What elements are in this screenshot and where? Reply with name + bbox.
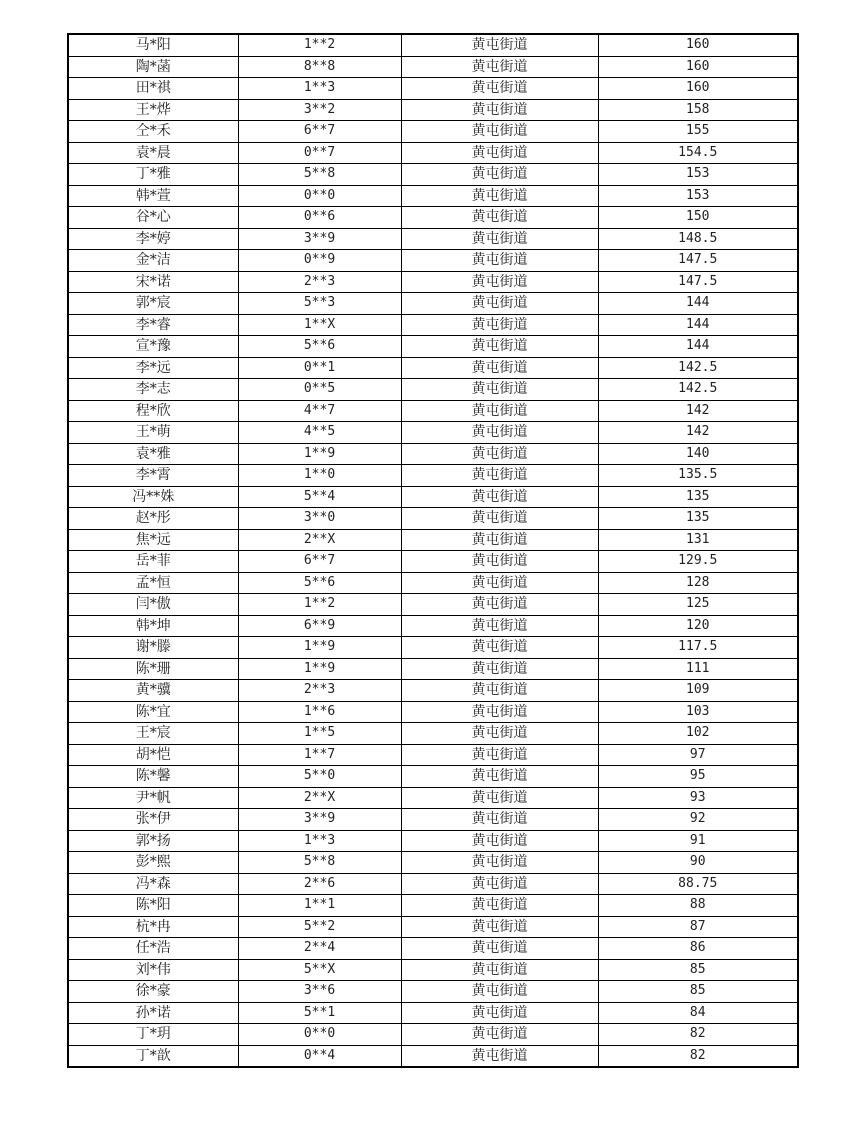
score-cell: 155 — [598, 121, 798, 143]
id-cell: 5**6 — [238, 336, 401, 358]
name-cell: 徐*豪 — [68, 981, 238, 1003]
id-cell: 5**6 — [238, 572, 401, 594]
name-cell: 李*志 — [68, 379, 238, 401]
street-cell: 黄屯街道 — [401, 1024, 598, 1046]
table-row — [68, 1002, 798, 1024]
score-cell: 88.75 — [598, 873, 798, 895]
score-cell: 109 — [598, 680, 798, 702]
table-row — [68, 99, 798, 121]
name-cell: 陈*馨 — [68, 766, 238, 788]
table-row — [68, 357, 798, 379]
street-cell: 黄屯街道 — [401, 357, 598, 379]
score-cell: 154.5 — [598, 142, 798, 164]
street-cell: 黄屯街道 — [401, 873, 598, 895]
name-cell: 陈*阳 — [68, 895, 238, 917]
name-cell: 陶*菡 — [68, 56, 238, 78]
score-cell: 135 — [598, 508, 798, 530]
table-row — [68, 271, 798, 293]
table-row — [68, 959, 798, 981]
name-cell: 谢*滕 — [68, 637, 238, 659]
name-cell: 冯*森 — [68, 873, 238, 895]
street-cell: 黄屯街道 — [401, 271, 598, 293]
name-cell: 宣*豫 — [68, 336, 238, 358]
name-cell: 宋*诺 — [68, 271, 238, 293]
table-row — [68, 551, 798, 573]
score-table — [67, 33, 799, 1068]
score-cell: 142.5 — [598, 357, 798, 379]
id-cell: 6**7 — [238, 551, 401, 573]
street-cell: 黄屯街道 — [401, 164, 598, 186]
score-cell: 135 — [598, 486, 798, 508]
table-row — [68, 766, 798, 788]
id-cell: 1**7 — [238, 744, 401, 766]
id-cell: 1**2 — [238, 34, 401, 56]
id-cell: 4**7 — [238, 400, 401, 422]
name-cell: 李*远 — [68, 357, 238, 379]
name-cell: 丁*雅 — [68, 164, 238, 186]
table-row — [68, 916, 798, 938]
street-cell: 黄屯街道 — [401, 680, 598, 702]
id-cell: 0**6 — [238, 207, 401, 229]
name-cell: 刘*伟 — [68, 959, 238, 981]
street-cell: 黄屯街道 — [401, 78, 598, 100]
id-cell: 5**8 — [238, 852, 401, 874]
name-cell: 袁*雅 — [68, 443, 238, 465]
street-cell: 黄屯街道 — [401, 422, 598, 444]
score-cell: 97 — [598, 744, 798, 766]
id-cell: 2**4 — [238, 938, 401, 960]
score-cell: 120 — [598, 615, 798, 637]
table-row — [68, 314, 798, 336]
table-row — [68, 680, 798, 702]
score-cell: 144 — [598, 336, 798, 358]
name-cell: 金*洁 — [68, 250, 238, 272]
table-row — [68, 701, 798, 723]
id-cell: 5**4 — [238, 486, 401, 508]
street-cell: 黄屯街道 — [401, 400, 598, 422]
score-cell: 142 — [598, 400, 798, 422]
score-cell: 92 — [598, 809, 798, 831]
name-cell: 冯**姝 — [68, 486, 238, 508]
street-cell: 黄屯街道 — [401, 508, 598, 530]
score-cell: 93 — [598, 787, 798, 809]
id-cell: 1**6 — [238, 701, 401, 723]
table-row — [68, 981, 798, 1003]
id-cell: 3**6 — [238, 981, 401, 1003]
street-cell: 黄屯街道 — [401, 895, 598, 917]
table-row — [68, 121, 798, 143]
score-cell: 142.5 — [598, 379, 798, 401]
table-row — [68, 1045, 798, 1067]
score-cell: 144 — [598, 314, 798, 336]
name-cell: 王*烨 — [68, 99, 238, 121]
street-cell: 黄屯街道 — [401, 142, 598, 164]
street-cell: 黄屯街道 — [401, 293, 598, 315]
id-cell: 1**9 — [238, 658, 401, 680]
table-row — [68, 658, 798, 680]
street-cell: 黄屯街道 — [401, 787, 598, 809]
id-cell: 4**5 — [238, 422, 401, 444]
table-row — [68, 443, 798, 465]
name-cell: 尹*帆 — [68, 787, 238, 809]
street-cell: 黄屯街道 — [401, 56, 598, 78]
name-cell: 郭*扬 — [68, 830, 238, 852]
score-cell: 129.5 — [598, 551, 798, 573]
table-row — [68, 852, 798, 874]
name-cell: 孙*诺 — [68, 1002, 238, 1024]
name-cell: 韩*坤 — [68, 615, 238, 637]
table-row — [68, 486, 798, 508]
table-row — [68, 1024, 798, 1046]
table-row — [68, 529, 798, 551]
name-cell: 彭*熙 — [68, 852, 238, 874]
table-row — [68, 379, 798, 401]
score-cell: 135.5 — [598, 465, 798, 487]
name-cell: 胡*恺 — [68, 744, 238, 766]
street-cell: 黄屯街道 — [401, 637, 598, 659]
score-cell: 85 — [598, 981, 798, 1003]
table-row — [68, 572, 798, 594]
street-cell: 黄屯街道 — [401, 529, 598, 551]
table-row — [68, 336, 798, 358]
score-cell: 158 — [598, 99, 798, 121]
score-cell: 86 — [598, 938, 798, 960]
id-cell: 2**X — [238, 529, 401, 551]
street-cell: 黄屯街道 — [401, 959, 598, 981]
table-row — [68, 34, 798, 56]
name-cell: 张*伊 — [68, 809, 238, 831]
score-cell: 160 — [598, 78, 798, 100]
street-cell: 黄屯街道 — [401, 34, 598, 56]
id-cell: 1**9 — [238, 637, 401, 659]
name-cell: 杭*冉 — [68, 916, 238, 938]
score-cell: 148.5 — [598, 228, 798, 250]
id-cell: 5**1 — [238, 1002, 401, 1024]
street-cell: 黄屯街道 — [401, 185, 598, 207]
table-row — [68, 873, 798, 895]
table-row — [68, 594, 798, 616]
id-cell: 1**2 — [238, 594, 401, 616]
score-cell: 88 — [598, 895, 798, 917]
name-cell: 丁*玥 — [68, 1024, 238, 1046]
name-cell: 闫*傲 — [68, 594, 238, 616]
score-cell: 131 — [598, 529, 798, 551]
score-cell: 117.5 — [598, 637, 798, 659]
name-cell: 孟*恒 — [68, 572, 238, 594]
id-cell: 3**2 — [238, 99, 401, 121]
table-row — [68, 142, 798, 164]
street-cell: 黄屯街道 — [401, 938, 598, 960]
score-cell: 91 — [598, 830, 798, 852]
score-cell: 150 — [598, 207, 798, 229]
table-row — [68, 744, 798, 766]
street-cell: 黄屯街道 — [401, 615, 598, 637]
table-row — [68, 78, 798, 100]
id-cell: 2**X — [238, 787, 401, 809]
id-cell: 1**1 — [238, 895, 401, 917]
name-cell: 岳*菲 — [68, 551, 238, 573]
table-row — [68, 938, 798, 960]
name-cell: 焦*远 — [68, 529, 238, 551]
table-row — [68, 637, 798, 659]
table-row — [68, 400, 798, 422]
table-row — [68, 787, 798, 809]
street-cell: 黄屯街道 — [401, 336, 598, 358]
street-cell: 黄屯街道 — [401, 916, 598, 938]
street-cell: 黄屯街道 — [401, 443, 598, 465]
id-cell: 2**6 — [238, 873, 401, 895]
id-cell: 2**3 — [238, 680, 401, 702]
table-row — [68, 293, 798, 315]
table-row — [68, 185, 798, 207]
name-cell: 郭*宸 — [68, 293, 238, 315]
id-cell: 1**X — [238, 314, 401, 336]
table-row — [68, 422, 798, 444]
street-cell: 黄屯街道 — [401, 465, 598, 487]
street-cell: 黄屯街道 — [401, 658, 598, 680]
table-row — [68, 164, 798, 186]
id-cell: 5**8 — [238, 164, 401, 186]
id-cell: 5**0 — [238, 766, 401, 788]
street-cell: 黄屯街道 — [401, 594, 598, 616]
id-cell: 0**0 — [238, 1024, 401, 1046]
name-cell: 马*阳 — [68, 34, 238, 56]
score-cell: 142 — [598, 422, 798, 444]
id-cell: 1**3 — [238, 830, 401, 852]
id-cell: 0**5 — [238, 379, 401, 401]
id-cell: 0**9 — [238, 250, 401, 272]
table-row — [68, 228, 798, 250]
street-cell: 黄屯街道 — [401, 809, 598, 831]
id-cell: 6**9 — [238, 615, 401, 637]
name-cell: 王*宸 — [68, 723, 238, 745]
score-cell: 102 — [598, 723, 798, 745]
street-cell: 黄屯街道 — [401, 99, 598, 121]
id-cell: 1**3 — [238, 78, 401, 100]
score-cell: 82 — [598, 1024, 798, 1046]
name-cell: 陈*珊 — [68, 658, 238, 680]
id-cell: 5**3 — [238, 293, 401, 315]
id-cell: 0**7 — [238, 142, 401, 164]
name-cell: 李*霄 — [68, 465, 238, 487]
street-cell: 黄屯街道 — [401, 250, 598, 272]
street-cell: 黄屯街道 — [401, 1045, 598, 1067]
name-cell: 王*萌 — [68, 422, 238, 444]
score-cell: 140 — [598, 443, 798, 465]
table-row — [68, 508, 798, 530]
id-cell: 0**0 — [238, 185, 401, 207]
street-cell: 黄屯街道 — [401, 551, 598, 573]
score-cell: 147.5 — [598, 271, 798, 293]
name-cell: 谷*心 — [68, 207, 238, 229]
id-cell: 1**9 — [238, 443, 401, 465]
street-cell: 黄屯街道 — [401, 1002, 598, 1024]
score-cell: 90 — [598, 852, 798, 874]
id-cell: 1**5 — [238, 723, 401, 745]
score-cell: 125 — [598, 594, 798, 616]
score-cell: 147.5 — [598, 250, 798, 272]
score-table-body — [68, 34, 798, 1067]
street-cell: 黄屯街道 — [401, 207, 598, 229]
street-cell: 黄屯街道 — [401, 852, 598, 874]
street-cell: 黄屯街道 — [401, 314, 598, 336]
name-cell: 袁*晨 — [68, 142, 238, 164]
street-cell: 黄屯街道 — [401, 486, 598, 508]
score-cell: 95 — [598, 766, 798, 788]
table-row — [68, 895, 798, 917]
table-row — [68, 723, 798, 745]
name-cell: 陈*宜 — [68, 701, 238, 723]
name-cell: 韩*萱 — [68, 185, 238, 207]
id-cell: 5**X — [238, 959, 401, 981]
name-cell: 赵*彤 — [68, 508, 238, 530]
score-cell: 160 — [598, 34, 798, 56]
score-cell: 82 — [598, 1045, 798, 1067]
score-cell: 144 — [598, 293, 798, 315]
table-row — [68, 830, 798, 852]
name-cell: 仝*禾 — [68, 121, 238, 143]
table-row — [68, 809, 798, 831]
score-cell: 160 — [598, 56, 798, 78]
table-row — [68, 56, 798, 78]
id-cell: 0**1 — [238, 357, 401, 379]
id-cell: 6**7 — [238, 121, 401, 143]
street-cell: 黄屯街道 — [401, 121, 598, 143]
id-cell: 3**9 — [238, 228, 401, 250]
street-cell: 黄屯街道 — [401, 723, 598, 745]
name-cell: 丁*歆 — [68, 1045, 238, 1067]
score-cell: 153 — [598, 164, 798, 186]
id-cell: 3**9 — [238, 809, 401, 831]
street-cell: 黄屯街道 — [401, 379, 598, 401]
name-cell: 李*婷 — [68, 228, 238, 250]
table-row — [68, 250, 798, 272]
street-cell: 黄屯街道 — [401, 981, 598, 1003]
id-cell: 5**2 — [238, 916, 401, 938]
name-cell: 李*睿 — [68, 314, 238, 336]
id-cell: 0**4 — [238, 1045, 401, 1067]
id-cell: 3**0 — [238, 508, 401, 530]
score-cell: 87 — [598, 916, 798, 938]
id-cell: 8**8 — [238, 56, 401, 78]
id-cell: 2**3 — [238, 271, 401, 293]
table-row — [68, 465, 798, 487]
name-cell: 程*欣 — [68, 400, 238, 422]
street-cell: 黄屯街道 — [401, 830, 598, 852]
table-row — [68, 207, 798, 229]
score-cell: 128 — [598, 572, 798, 594]
score-cell: 103 — [598, 701, 798, 723]
score-cell: 84 — [598, 1002, 798, 1024]
score-cell: 111 — [598, 658, 798, 680]
street-cell: 黄屯街道 — [401, 572, 598, 594]
name-cell: 黄*骥 — [68, 680, 238, 702]
score-cell: 85 — [598, 959, 798, 981]
street-cell: 黄屯街道 — [401, 228, 598, 250]
street-cell: 黄屯街道 — [401, 766, 598, 788]
street-cell: 黄屯街道 — [401, 701, 598, 723]
name-cell: 田*祺 — [68, 78, 238, 100]
id-cell: 1**0 — [238, 465, 401, 487]
table-row — [68, 615, 798, 637]
street-cell: 黄屯街道 — [401, 744, 598, 766]
name-cell: 任*浩 — [68, 938, 238, 960]
score-cell: 153 — [598, 185, 798, 207]
